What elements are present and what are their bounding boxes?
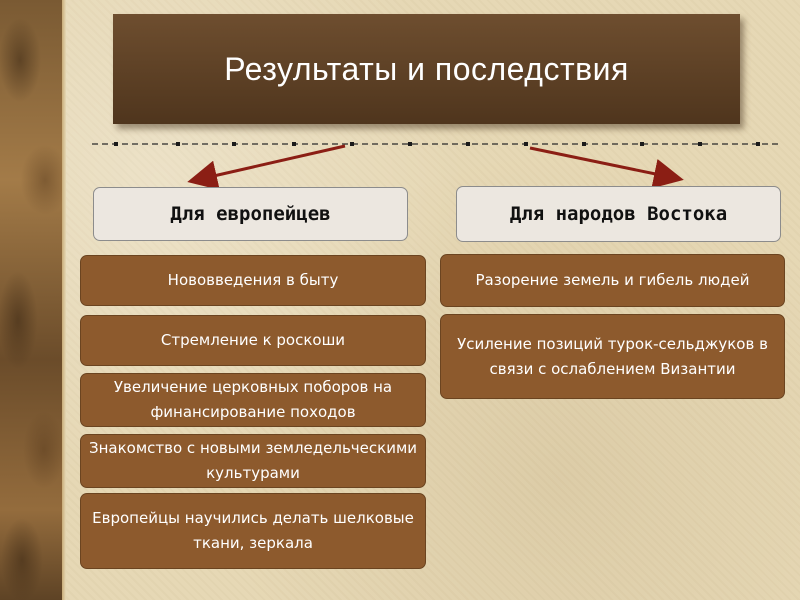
arrow-right [530, 148, 675, 178]
header-europeans [93, 187, 408, 241]
strip-edge [62, 0, 66, 600]
europeans-item-5 [80, 493, 426, 569]
title-banner [113, 14, 740, 124]
east-item-2 [440, 314, 785, 399]
europeans-item-2 [80, 315, 426, 366]
europeans-item-4 [80, 434, 426, 488]
header-east-peoples [456, 186, 781, 242]
item-text: Знакомство с новыми земледельческими культурами [88, 439, 418, 482]
item-text: Разорение земель и гибель людей [475, 271, 750, 289]
decorative-leaf-strip [0, 0, 62, 600]
slide-title: Результаты и последствия [224, 50, 629, 87]
europeans-item-3 [80, 373, 426, 427]
item-text: Нововведения в быту [167, 271, 339, 289]
header-europeans-label: Для европейцев [170, 202, 331, 225]
europeans-item-1 [80, 255, 426, 306]
arrow-left [196, 146, 345, 180]
dashed-divider [92, 140, 782, 148]
item-text: Увеличение церковных поборов на финансирование походов [113, 378, 393, 421]
item-text: Усиление позиций турок-сельджуков в связи с ослаблением Византии [457, 334, 768, 378]
east-item-1 [440, 254, 785, 307]
header-east-peoples-label: Для народов Востока [509, 202, 728, 225]
item-text: Стремление к роскоши [160, 331, 346, 349]
item-text: Европейцы научились делать шелковые ткани, зеркала [92, 509, 414, 552]
